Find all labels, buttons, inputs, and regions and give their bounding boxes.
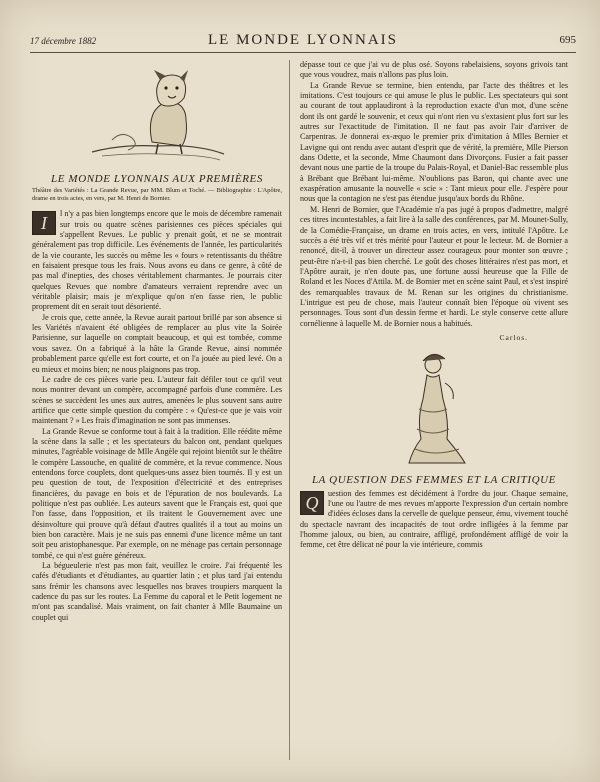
section-title-femmes: LA QUESTION DES FEMMES ET LA CRITIQUE <box>311 474 557 487</box>
page-number: 695 <box>559 34 576 46</box>
paragraph: La bégueulerie n'est pas mon fait, veuillez le croire. J'ai fréquenté les cafés d'étudiants et d'étudiantes, au quartier latin ; et plus tard j'ai entendu sans frémir les chansons avec lesquelles nos braves troupiers marquent la cadence du pas sur les routes. La Femme du caporal et le Petit logement ne m'ont pas scandalisé. Mais vraiment, on fait chanter à Mlle Baumaine un couplet qui <box>32 561 282 622</box>
paragraph: l n'y a pas bien longtemps encore que le mois de décembre ramenait sur trois ou quatre scènes parisiennes ces pièces spéciales qui s'appellent Revues. Le public y prenait goût, et ne se montrait généralement pas trop difficile. Les événements de l'année, les particularités de la vie courante, les succès ou même les « fours » retentissants du théâtre en faisaient presque tous les frais. Nous avons eu dans ce genre, à côté de pas mal d'inepties, des choses véritablement charmantes. Je pourrais citer quelques Revues que nombre d'amateurs verraient reprendre avec un véritable plaisir; mais je m'explique qu'on n'en fasse rien, le public proprement dit en serait tout désorienté. <box>32 209 282 312</box>
drop-cap: I <box>32 211 56 235</box>
page-header <box>30 30 576 53</box>
paragraph: M. Henri de Bornier, que l'Académie n'a pas jugé à propos d'admettre, malgré ces titres incontestables, a fait lire à la salle des conférences, par M. Mounet-Sully, de la Comédie-Française, un drame en trois actes, en vers, intitulé l'Apôtre. Le succès a été très vif et très mérité pour l'auteur et pour le lecteur. M. de Bornier a renoncé, dit-il, à trouver un directeur assez courageux pour monter son œuvre ; peut-être n'a-t-il pas bien cherché. Le goût des choses littéraires n'est pas mort, et l'Apôtre aurait, je n'en doute pas, une fortune aussi heureuse que la Fille de Roland et les Noces d'Attila. M. de Bornier met en scène saint Paul, et s'est inspiré des remarquables travaux de M. Renan sur les origines du christianisme. L'intrigue est peu de chose, mais l'auteur connaît bien l'époque où vivent ses personnages. Tous sont d'un dessin ferme et hardi. Le style conserve cette allure cornélienne à laquelle M. de Bornier nous a habitués. <box>300 204 568 328</box>
dog-illustration <box>82 60 232 168</box>
column-divider <box>289 60 290 760</box>
masthead: LE MONDE LYONNAIS <box>208 32 398 48</box>
section-title-premieres: LE MONDE LYONNAIS AUX PREMIÈRES <box>51 173 263 185</box>
left-column <box>32 60 282 623</box>
paragraph: dépasse tout ce que j'ai vu de plus osé. Soyons rabelaisiens, soyons grivois tant que vous voudrez, mais n'allons pas plus loin. <box>300 60 568 80</box>
paragraph: La Grande Revue se termine, bien entendu, par l'acte des théâtres et les imitations. C'est toujours ce qui amuse le plus le public. Les spectateurs qui sont au courant de tout applaudiront à la reproduction exacte d'un mot, d'une scène dont ils ont gardé le souvenir, et ceux qui n'ont rien vu s'extasient plus fort sur les autres sur l'exactitude de l'imitation. Il ne faut pas avoir l'air d'arriver de Carpentras. Je donnerai ex-æquo le premier prix d'imitation à Mlles Bernier et Lavigne qui ont rendu avec autant d'esprit que de vérité, la première, Mlle Pierson dans Odette, et la seconde, Mme Chaumont dans Divorçons. Fusier a fait passer devant nous une partie de la troupe du Palais-Royal, et Daniel-Bac ressemble plus à Brébant que Brébant lui-même. N'oublions pas Baron, qui chante avec une exaspération amusante la nouvelle « scie » : Tant mieux pour elle. J'espère pour nous que la contagion ne s'est pas étendue jusqu'aux bords du Rhône. <box>300 80 568 204</box>
lady-illustration <box>389 349 479 469</box>
paragraph: La Grande Revue se conforme tout à fait à la tradition. Elle réédite même la scène dans la salle ; et les spectateurs du balcon ont, pendant quelques minutes, l'agréable voisinage de Mlle Angèle qui rejoint bientôt sur le théâtre le compère Lassouche, en qualité de commère, et la revue commence. Nous entendons force couplets, dont quelques-uns assez bien tournés. Il y est un peu question de tout, de l'exposition d'électricité et des entreprises financières, du pavage en bois et de l'épuration de nos boulevards. La politique n'est pas oubliée. Les auteurs savent que le Français est, quoi que l'on fasse, dans l'opposition, et ils traitent le Gouvernement avec une désinvolture qui prouve qu'à défaut d'autres qualités il a tout au moins un bien bon caractère. Mais je ne suis pas ennemi d'une licence même un tant soit peu aristophanesque. Par exemple, on ne ménage pas certain personnage tombé, ce qui n'est guère généreux. <box>32 426 282 560</box>
issue-date: 17 décembre 1882 <box>30 36 97 46</box>
article-byline: Théâtre des Variétés : La Grande Revue, par MM. Blum et Toché. — Bibliographie : L'Apôtre, drame en trois actes, en vers, par M. Henri de Bornier. <box>32 187 282 203</box>
right-column <box>300 60 568 551</box>
paragraph: uestion des femmes est décidément à l'ordre du jour. Chaque semaine, l'une ou l'autre de mes revues m'apporte l'expression d'un certain nombre d'idées écloses dans la cervelle de quelque penseur, ému, vivement touché du spectacle navrant des incapacités de tout ordre infligées à la femme par l'homme jaloux, ou bien, au contraire, affligé, profondément affligé de voir la femme, cet être délicat né pour la vie intérieure, commis <box>300 488 568 550</box>
paragraph: Le cadre de ces pièces varie peu. L'auteur fait défiler tout ce qu'il veut nous montrer devant un compère, accompagné parfois d'une commère. Les scènes se succèdent les unes aux autres, amenées le plus souvent sans autre artifice que cette simple question du compère : « Qu'est-ce que je vais voir maintenant ? » Les frais d'imagination ne sont pas immenses. <box>32 374 282 426</box>
signature: Carlos. <box>499 332 528 342</box>
drop-cap: Q <box>300 491 324 515</box>
paragraph: Je crois que, cette année, la Revue aurait partout brillé par son absence si les Variétés n'avaient été obligées de remplacer au plus vite la Soirée Parisienne, sur laquelle on comptait beaucoup, et qui est tombée, comme vous savez. On a fabriqué à la hâte la Grande Revue, ainsi nommée probablement parce qu'elle est fort courte, et on l'a jouée au pied levé. On a eu mieux et moins bien; ne nous plaignons pas trop. <box>32 312 282 374</box>
